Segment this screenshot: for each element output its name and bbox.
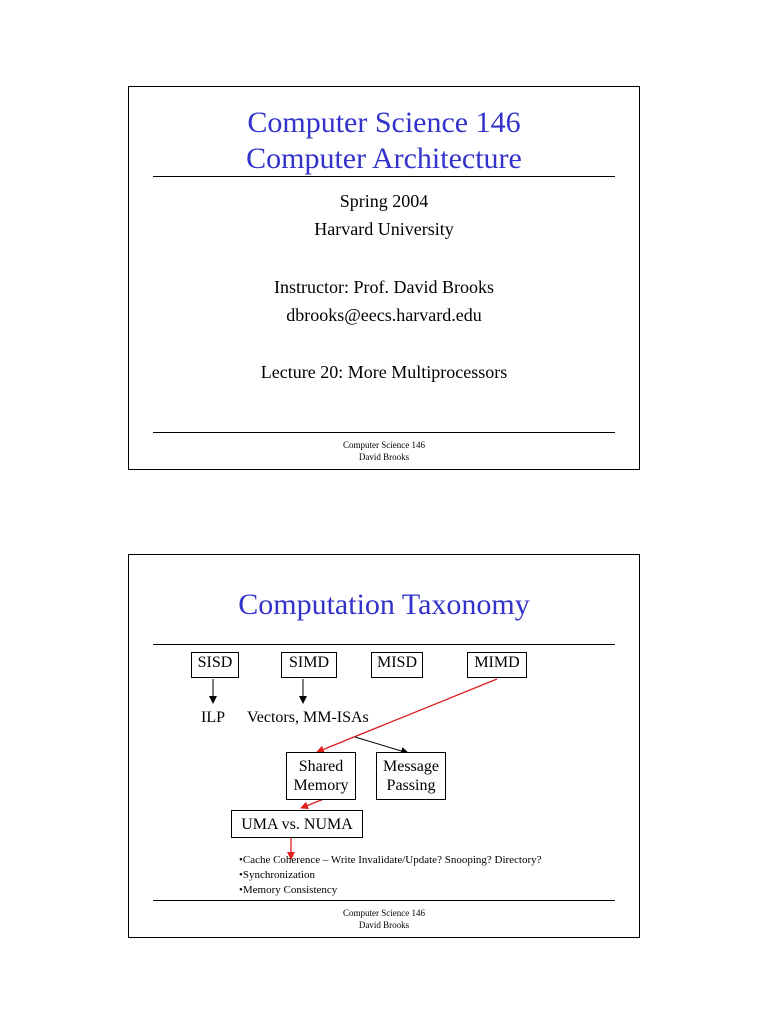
school-text: Harvard University xyxy=(314,219,454,239)
shared-memory-box xyxy=(286,752,356,800)
message-passing-box xyxy=(376,752,446,800)
footer-line-2: David Brooks xyxy=(358,920,410,930)
shared-memory-line-1: Shared xyxy=(298,758,344,775)
term-text: Spring 2004 xyxy=(339,191,429,211)
shared-memory-line-2: Memory xyxy=(293,777,349,794)
ilp-label: ILP xyxy=(201,709,225,726)
footer-line-1: Computer Science 146 xyxy=(343,440,425,450)
lecture-text: Lecture 20: More Multiprocessors xyxy=(260,362,508,382)
message-passing-line-1: Message xyxy=(383,758,439,775)
slide-2 xyxy=(128,554,640,938)
slide-1 xyxy=(128,86,640,470)
simd-box: SIMD xyxy=(281,652,337,678)
uma-numa-box: UMA vs. NUMA xyxy=(231,810,363,838)
bullet-item: •Synchronization xyxy=(239,869,315,881)
footer-rule xyxy=(153,900,615,901)
footer-rule xyxy=(153,432,615,433)
to-message-passing-arrow xyxy=(355,737,408,753)
title-rule xyxy=(153,176,615,177)
instructor-text: Instructor: Prof. David Brooks xyxy=(274,277,494,297)
footer-line-2: David Brooks xyxy=(358,452,410,462)
slide-title-line-1: Computer Science 146 xyxy=(247,106,521,139)
sisd-box: SISD xyxy=(191,652,239,678)
vectors-label: Vectors, MM-ISAs xyxy=(247,709,369,726)
bullet-item: •Memory Consistency xyxy=(239,884,338,896)
bullet-item: •Cache Coherence – Write Invalidate/Update? Snooping? Directory? xyxy=(239,854,542,866)
bullet-list xyxy=(239,853,542,898)
footer-line-1: Computer Science 146 xyxy=(343,908,425,918)
slide-title-line-2: Computer Architecture xyxy=(246,142,522,175)
mimd-box: MIMD xyxy=(467,652,527,678)
email-text: dbrooks@eecs.harvard.edu xyxy=(286,305,482,325)
slide-title: Computation Taxonomy xyxy=(238,588,530,621)
message-passing-line-2: Passing xyxy=(386,777,436,794)
misd-box: MISD xyxy=(371,652,423,678)
